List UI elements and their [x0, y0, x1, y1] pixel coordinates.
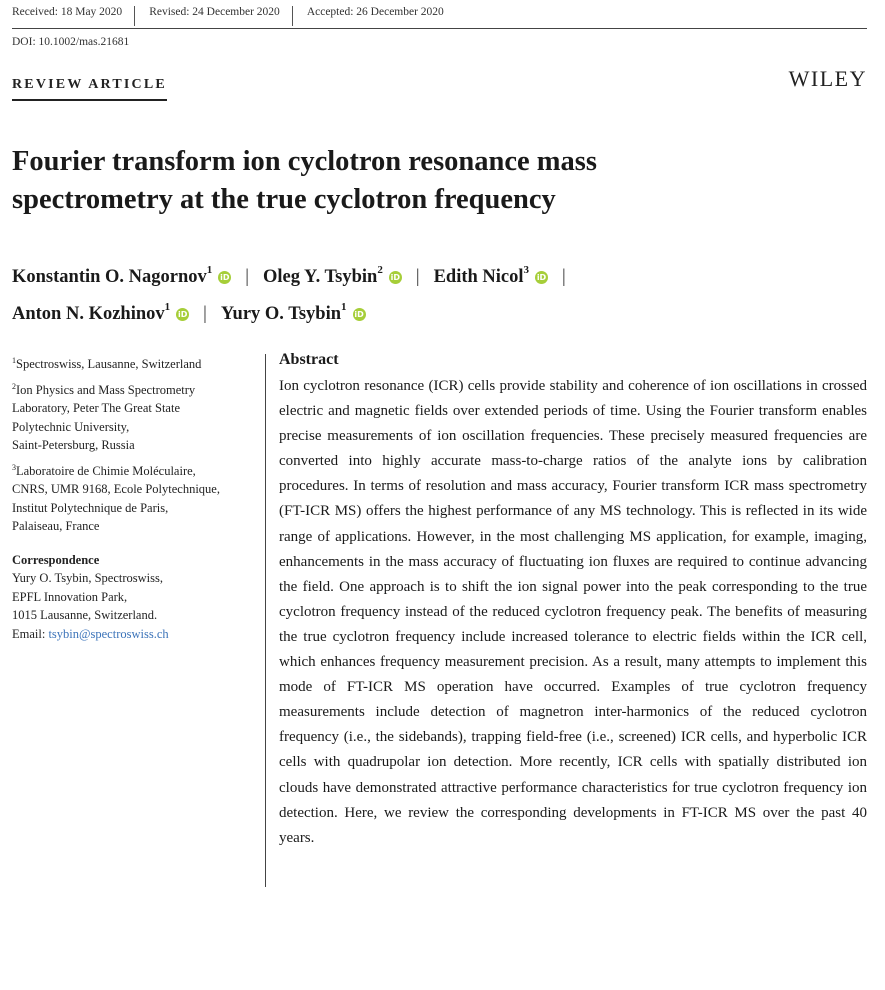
article-type: REVIEW ARTICLE [12, 77, 167, 101]
title-line: spectrometry at the true cyclotron frequency [12, 184, 556, 215]
article-title [12, 143, 832, 219]
received-date: Received: 18 May 2020 [12, 6, 123, 18]
author-line [12, 256, 872, 293]
author-separator: | [203, 304, 207, 325]
date-divider [134, 6, 135, 26]
accepted-date: Accepted: 26 December 2020 [306, 6, 444, 18]
title-line: Fourier transform ion cyclotron resonance mass [12, 146, 597, 177]
doi[interactable]: DOI: 10.1002/mas.21681 [12, 36, 130, 48]
article-dates [12, 6, 867, 29]
author[interactable]: Edith Nicol$^3$iD [433, 264, 547, 288]
abstract-heading: Abstract [279, 351, 339, 368]
email-link[interactable]: tsybin@spectroswiss.ch [48, 626, 169, 641]
affiliation: $^3$Laboratoire de Chimie Moléculaire, CNRS, UMR 9168, Ecole Polytechnique, Institut Polytechnique de Paris, Palaiseau, France [12, 462, 220, 534]
author-separator: | [415, 267, 420, 288]
abstract-text: Ion cyclotron resonance (ICR) cells provide stability and coherence of ion oscillations in crossed electric and magnetic fields over extended periods of time. Using the Fourier transform enables precise measurements of ion oscillation frequencies. These precisely measured frequencies are converted into highly accurate mass-to-charge ratios of the analyte ions by calibration procedures. In terms of resolution and mass accuracy, Fourier transform ICR mass spectrometry (FT-ICR MS) offers the highest performance of any MS technology. This is reflected in its wide range of applications. However, in the most challenging MS application, for example, imaging, enhancements in the mass accuracy of fluctuating ion fluxes are required to continue advancing the field. One approach is to shift the ion signal power into the peak corresponding to the true cyclotron frequency instead of the reduced cyclotron frequency peak. The benefits of measuring the true cyclotron frequency include increased tolerance to electric fields within the ICR cell, which enhances frequency measurement precision. As a result, many attempts to implement this mode of FT-ICR MS operation have occurred. Examples of true cyclotron frequency measurements include detection of magnetron inter-harmonics of the reduced cyclotron frequency (i.e., the sidebands), trapping field-free (i.e., screened) ICR cells, and hyperbolic ICR cells with quadrupolar ion detection. More recently, ICR cells with spatially distributed ion clouds have demonstrated attractive performance characteristics for true cyclotron frequency ion detection. Here, we review the corresponding developments in FT-ICR MS over the past 40 years. [279, 378, 867, 846]
author-separator: | [562, 267, 566, 288]
author[interactable]: Konstantin O. Nagornov$^1$iD [12, 264, 230, 288]
orcid-icon[interactable]: iD [177, 310, 188, 320]
author[interactable]: Anton N. Kozhinov$^1$iD [12, 301, 188, 325]
column-divider [265, 354, 266, 887]
author-separator: | [245, 267, 250, 288]
correspondence-address: Yury O. Tsybin, Spectroswiss, EPFL Innovation Park, 1015 Lausanne, Switzerland. Email: tsybin@spectroswiss.ch [12, 571, 169, 641]
publisher-logo: WILEY [788, 66, 867, 91]
author-line [12, 293, 872, 330]
orcid-icon[interactable]: iD [536, 273, 547, 283]
orcid-icon[interactable]: iD [354, 310, 364, 320]
affiliation: $^1$Spectroswiss, Lausanne, Switzerland [12, 356, 202, 372]
author-list [12, 256, 872, 330]
date-divider [292, 6, 293, 26]
revised-date: Revised: 24 December 2020 [149, 6, 280, 18]
affiliation: $^2$Ion Physics and Mass Spectrometry Laboratory, Peter The Great State Polytechnic University, Saint-Petersburg, Russia [12, 381, 196, 453]
author[interactable]: Oleg Y. Tsybin$^2$iD [263, 264, 401, 288]
author[interactable]: Yury O. Tsybin$^1$iD [220, 301, 364, 325]
affiliation-column [12, 352, 257, 643]
correspondence-heading: Correspondence [12, 552, 100, 567]
orcid-icon[interactable]: iD [220, 273, 230, 283]
orcid-icon[interactable]: iD [390, 273, 401, 283]
